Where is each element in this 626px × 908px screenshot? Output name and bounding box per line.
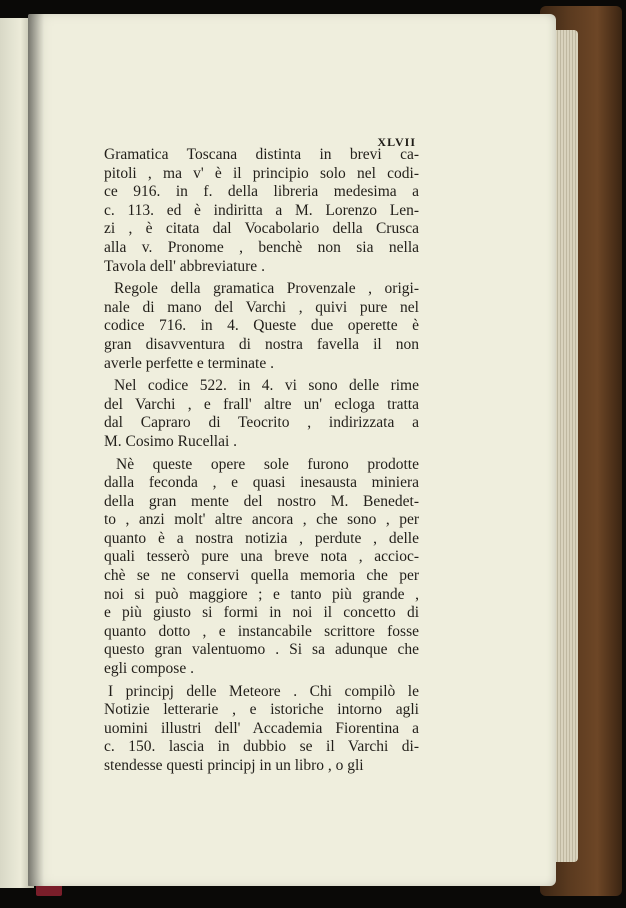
text-line: dal Capraro di Teocrito , indirizzata a: [104, 414, 419, 432]
text-line: chè se ne conservi quella memoria che per: [104, 567, 419, 585]
text-line: Regole della gramatica Provenzale , origi-: [114, 280, 419, 298]
text-line: quanto è a nostra notizia , perdute , delle: [104, 529, 419, 547]
text-line: quanto dotto , e instancabile scrittore fosse: [104, 622, 419, 640]
text-line: Nel codice 522. in 4. vi sono delle rime: [114, 377, 419, 395]
text-line: c. 113. ed è indiritta a M. Lorenzo Len-: [104, 201, 419, 219]
text-line: codice 716. in 4. Queste due operette è: [104, 317, 419, 335]
text-line: noi si può maggiore ; e tanto più grande ,: [104, 585, 419, 603]
text-line: uomini illustri dell' Accademia Fiorentina a: [104, 719, 419, 737]
text-line: zi , è citata dal Vocabolario della Crusca: [104, 220, 419, 238]
text-line: Nè queste opere sole furono prodotte: [116, 455, 419, 473]
text-line: gran disavventura di nostra favella il non: [104, 335, 419, 353]
text-line: pitoli , ma v' è il principio solo nel codi-: [104, 164, 419, 182]
body-text: [104, 146, 419, 776]
paragraph: [104, 683, 419, 776]
paragraph: [104, 146, 419, 276]
text-line: averle perfette e terminate .: [104, 354, 274, 372]
page-number: XLVII: [377, 135, 416, 149]
text-line: della gran mente del nostro M. Benedet-: [104, 492, 419, 510]
text-line: quali tesserò pure una breve nota , accioc-: [104, 548, 419, 566]
text-line: c. 150. lascia in dubbio se il Varchi di-: [104, 738, 419, 756]
text-line: ce 916. in f. della libreria medesima a: [104, 183, 419, 201]
text-line: egli compose .: [104, 660, 194, 678]
text-line: Tavola dell' abbreviature .: [104, 257, 265, 275]
text-line: Gramatica Toscana distinta in brevi ca-: [104, 146, 419, 163]
text-line: nale di mano del Varchi , quivi pure nel: [104, 298, 419, 316]
text-line: del Varchi , e frall' altre un' ecloga tratta: [104, 395, 419, 413]
paragraph: [104, 377, 419, 451]
text-line: alla v. Pronome , benchè non sia nella: [104, 238, 419, 256]
paragraph: [104, 280, 419, 373]
text-line: to , anzi molt' altre ancora , che sono , per: [104, 511, 419, 529]
text-line: Notizie letterarie , e istoriche intorno agli: [104, 701, 419, 719]
text-line: I principj delle Meteore . Chi compilò le: [108, 682, 419, 700]
text-line: dalla feconda , e quasi inesausta miniera: [104, 474, 419, 492]
text-line: stendesse questi principj in un libro , o gli: [104, 757, 364, 774]
text-line: M. Cosimo Rucellai .: [104, 432, 238, 450]
page-gutter-shadow: [28, 14, 44, 886]
text-line: e più giusto si formi in noi il concetto di: [104, 604, 419, 622]
text-line: questo gran valentuomo . Si sa adunque che: [104, 641, 419, 659]
paragraph: [104, 456, 419, 679]
